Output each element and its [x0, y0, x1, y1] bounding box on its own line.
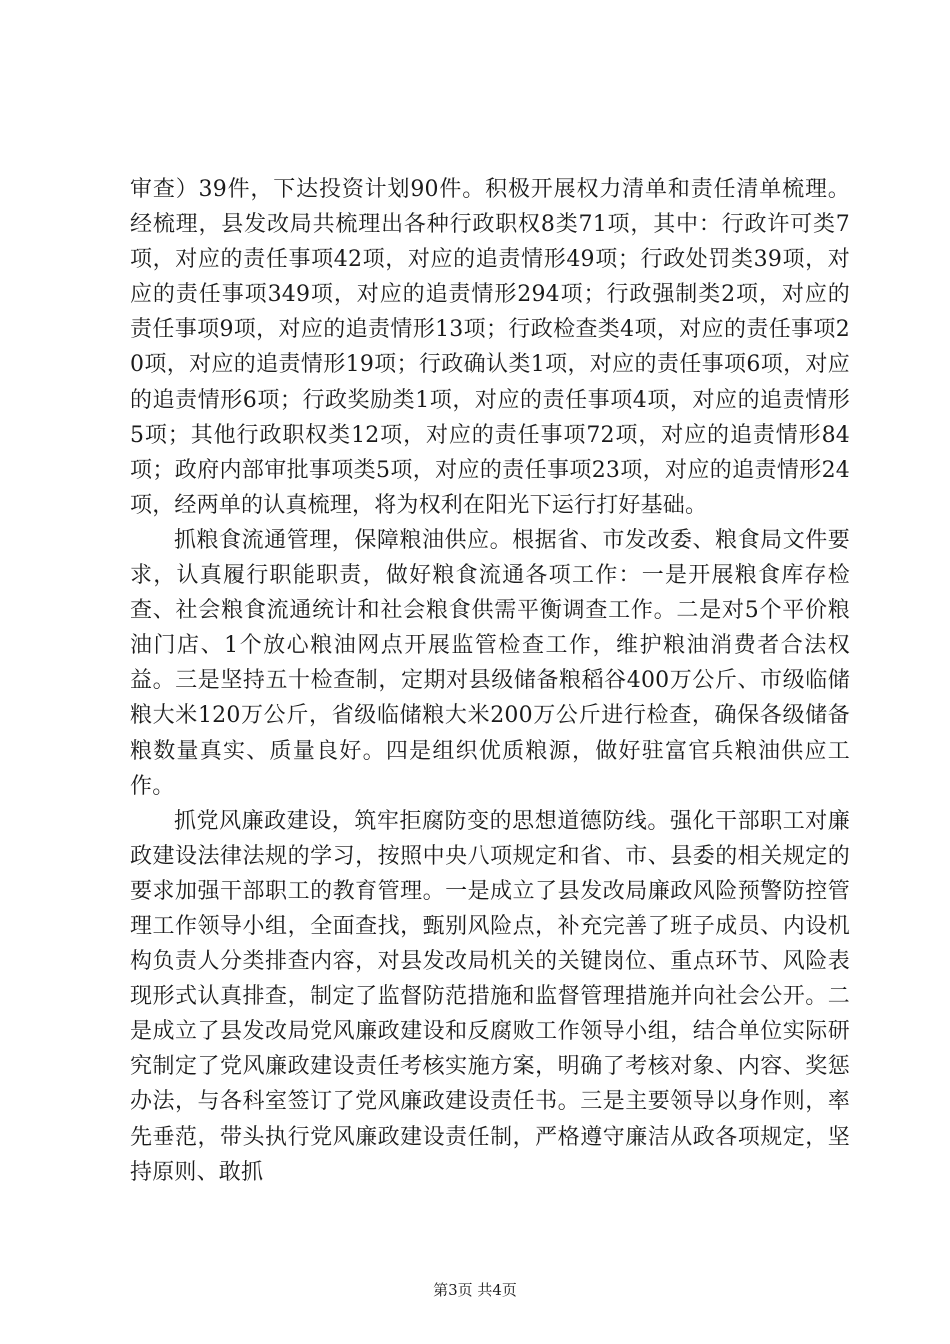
paragraph-party-integrity: 抓党风廉政建设，筑牢拒腐防变的思想道德防线。强化干部职工对廉政建设法律法规的学习，按照中央八项规定和省、市、县委的相关规定的要求加强干部职工的教育管理。一是成立了县发改局廉政风险预警防控管理工作领导小组，全面查找，甄别风险点，补充完善了班子成员、内设机构负责人分类排查内容，对县发改局机关的关键岗位、重点环节、风险表现形式认真排查，制定了监督防范措施和监督管理措施并向社会公开。二是成立了县发改局党风廉政建设和反腐败工作领导小组，结合单位实际研究制定了党风廉政建设责任考核实施方案，明确了考核对象、内容、奖惩办法，与各科室签订了党风廉政建设责任书。三是主要领导以身作则，率先垂范，带头执行党风廉政建设责任制，严格遵守廉洁从政各项规定，坚持原则、敢抓 [130, 808, 850, 1185]
document-body [130, 172, 850, 1190]
page-number-footer: 第3页 共4页 [433, 1281, 517, 1299]
paragraph-rights-list: 审查）39件，下达投资计划90件。积极开展权力清单和责任清单梳理。经梳理，县发改局共梳理出各种行政职权8类71项，其中：行政许可类7项，对应的责任事项42项，对应的追责情形49项；行政处罚类39项，对应的责任事项349项，对应的追责情形294项；行政强制类2项，对应的责任事项9项，对应的追责情形13项；行政检查类4项，对应的责任事项20项，对应的追责情形19项；行政确认类1项，对应的责任事项6项，对应的追责情形6项；行政奖励类1项，对应的责任事项4项，对应的追责情形5项；其他行政职权类12项，对应的责任事项72项，对应的追责情形84项；政府内部审批事项类5项，对应的责任事项23项，对应的追责情形24项，经两单的认真梳理，将为权利在阳光下运行打好基础。 [130, 177, 850, 518]
paragraph-grain-circulation: 抓粮食流通管理，保障粮油供应。根据省、市发改委、粮食局文件要求，认真履行职能职责，做好粮食流通各项工作：一是开展粮食库存检查、社会粮食流通统计和社会粮食供需平衡调查工作。二是对5个平价粮油门店、1个放心粮油网点开展监管检查工作，维护粮油消费者合法权益。三是坚持五十检查制，定期对县级储备粮稻谷400万公斤、市级临储粮大米120万公斤，省级临储粮大米200万公斤进行检查，确保各级储备粮数量真实、质量良好。四是组织优质粮源，做好驻富官兵粮油供应工作。 [130, 527, 850, 799]
